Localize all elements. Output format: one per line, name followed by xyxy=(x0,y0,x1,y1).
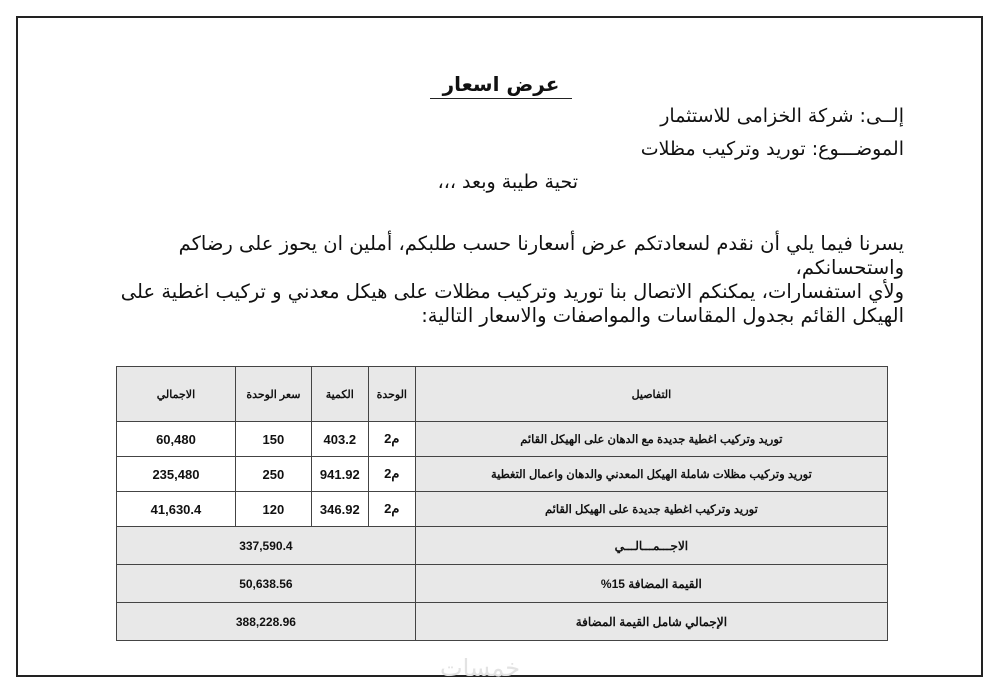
summary-row-total xyxy=(117,527,888,565)
header-unit-price: سعر الوحدة xyxy=(235,367,311,422)
summary-label: الاجـــمـــالـــي xyxy=(415,527,887,565)
watermark-logo: خمسات xyxy=(440,654,521,682)
document-title: عرض اسعار xyxy=(430,72,572,99)
quote-table xyxy=(116,366,888,641)
summary-label: القيمة المضافة 15% xyxy=(415,565,887,603)
row-unit: م2 xyxy=(368,457,415,492)
header-unit: الوحدة xyxy=(368,367,415,422)
summary-value: 50,638.56 xyxy=(117,565,416,603)
header-total: الاجمالي xyxy=(117,367,236,422)
table-row xyxy=(117,422,888,457)
summary-label: الإجمالي شامل القيمة المضافة xyxy=(415,603,887,641)
header-details: التفاصيل xyxy=(415,367,887,422)
row-unit: م2 xyxy=(368,492,415,527)
row-quantity: 941.92 xyxy=(311,457,368,492)
summary-row-grand-total xyxy=(117,603,888,641)
table-row xyxy=(117,492,888,527)
table-row xyxy=(117,457,888,492)
row-total: 60,480 xyxy=(117,422,236,457)
row-details: توريد وتركيب مظلات شاملة الهيكل المعدني والدهان واعمال التغطية xyxy=(415,457,887,492)
row-unit-price: 250 xyxy=(235,457,311,492)
row-quantity: 346.92 xyxy=(311,492,368,527)
row-total: 41,630.4 xyxy=(117,492,236,527)
paragraph-inquiries: ولأي استفسارات، يمكنكم الاتصال بنا توريد وتركيب مظلات على هيكل معدني و تركيب اغطية على الهيكل القائم بجدول المقاسات والمواصفات والاسعار التالية: xyxy=(120,280,904,327)
summary-value: 337,590.4 xyxy=(117,527,416,565)
row-details: توريد وتركيب اغطية جديدة على الهيكل القائم xyxy=(415,492,887,527)
header-quantity: الكمية xyxy=(311,367,368,422)
recipient-line: إلــى: شركة الخزامى للاستثمار xyxy=(660,105,904,127)
body-paragraph xyxy=(96,232,904,328)
summary-row-vat xyxy=(117,565,888,603)
greeting-line: تحية طيبة وبعد ،،، xyxy=(437,171,578,193)
row-unit-price: 120 xyxy=(235,492,311,527)
table-header-row xyxy=(117,367,888,422)
row-total: 235,480 xyxy=(117,457,236,492)
row-unit-price: 150 xyxy=(235,422,311,457)
row-quantity: 403.2 xyxy=(311,422,368,457)
subject-line: الموضـــوع: توريد وتركيب مظلات xyxy=(640,138,904,160)
row-details: توريد وتركيب اغطية جديدة مع الدهان على الهيكل القائم xyxy=(415,422,887,457)
row-unit: م2 xyxy=(368,422,415,457)
paragraph-intro: يسرنا فيما يلي أن نقدم لسعادتكم عرض أسعارنا حسب طلبكم، أملين ان يحوز على رضاكم واستحسانكم، xyxy=(178,232,904,279)
summary-value: 388,228.96 xyxy=(117,603,416,641)
